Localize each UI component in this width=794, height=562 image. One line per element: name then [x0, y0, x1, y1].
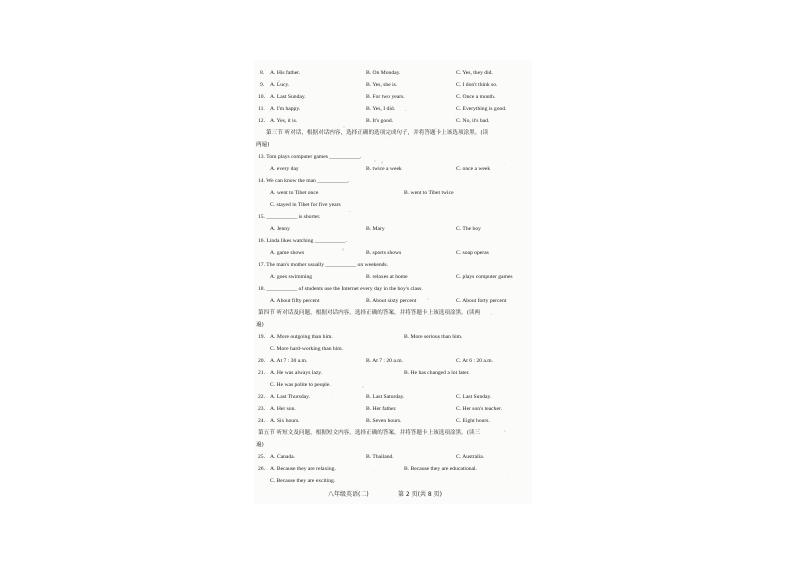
option-b: B. twice a week	[366, 166, 402, 172]
option-a: A. Last Thursday.	[270, 394, 310, 400]
question-number: 8.	[260, 70, 265, 76]
option-a: A. More outgoing than him.	[270, 334, 333, 340]
question-number: 20.	[258, 358, 265, 364]
option-b: B. Thailand.	[366, 454, 394, 460]
option-b: B. More serious than him.	[404, 334, 463, 340]
option-c: C. Yes, they did.	[456, 70, 493, 76]
scanned-exam-page	[254, 60, 532, 504]
option-b: B. On Monday.	[366, 70, 401, 76]
option-b: B. Last Saturday.	[366, 394, 405, 400]
option-c: C. Because they are exciting.	[270, 478, 336, 484]
question-12	[254, 116, 532, 126]
question-14-option-c	[254, 200, 532, 210]
scan-speckle	[374, 278, 375, 279]
option-a: A. game shows	[270, 250, 305, 256]
option-a: A. Jenny	[270, 226, 290, 232]
option-a: A. He was always lazy.	[270, 370, 323, 376]
question-stem: 13. Tom plays computer games ___________.	[258, 154, 362, 160]
option-a: A. every day	[270, 166, 299, 172]
option-b: B. relaxes at home	[366, 274, 408, 280]
question-number: 19.	[258, 334, 265, 340]
option-b: B. It's good.	[366, 118, 394, 124]
option-c: C. once a week	[456, 166, 491, 172]
scan-speckle	[508, 477, 509, 478]
question-19-c	[254, 344, 532, 354]
option-b: B. About sixty percent	[366, 298, 417, 304]
option-a: A. At 7 : 30 a.m.	[270, 358, 308, 364]
option-b: B. Yes, I did.	[366, 106, 396, 112]
question-13-options	[254, 164, 532, 174]
footer-page-number: 第 2 页(共 8 页)	[398, 491, 442, 498]
question-14-stem	[254, 176, 532, 186]
scan-speckle	[278, 80, 280, 82]
option-a: A. Lucy.	[270, 82, 290, 88]
question-18-options	[254, 296, 532, 306]
question-17-options	[254, 272, 532, 282]
question-24	[254, 416, 532, 426]
option-b: B. Because they are educational.	[404, 466, 477, 472]
question-21-c	[254, 380, 532, 390]
question-19-ab	[254, 332, 532, 342]
question-number: 10.	[258, 94, 265, 100]
option-c: C. Her son's teacher.	[456, 406, 502, 412]
footer-subject: 八年级英语(二)	[328, 491, 369, 498]
option-c: C. No, it's bad.	[456, 118, 490, 124]
question-number: 26.	[258, 466, 265, 472]
question-10	[254, 92, 532, 102]
question-26-c	[254, 476, 532, 486]
section-5-heading-cont: 遍)	[256, 442, 264, 448]
option-b: B. At 7 : 20 a.m.	[366, 358, 403, 364]
question-25	[254, 452, 532, 462]
question-number: 22.	[258, 394, 265, 400]
question-20	[254, 356, 532, 366]
scan-speckle	[381, 161, 383, 163]
scan-speckle	[291, 156, 293, 158]
option-c: C. Once a month.	[456, 94, 496, 100]
option-a: A. Her son.	[270, 406, 296, 412]
scan-speckle	[373, 174, 375, 176]
scan-speckle	[330, 133, 332, 135]
option-c: C. Last Sunday.	[456, 394, 492, 400]
question-18-stem	[254, 284, 532, 294]
option-c: C. The boy	[456, 226, 481, 232]
section-3-heading-cont: 两遍)	[256, 142, 270, 148]
question-15-stem	[254, 212, 532, 222]
question-22	[254, 392, 532, 402]
section-3-heading: 第三节 听对话，根据对话内容，选择正确的选项完成句子，并将答题卡上该选项涂黑。(读	[266, 130, 489, 136]
option-a: A. I'm happy.	[270, 106, 301, 112]
option-c: C. I don't think so.	[456, 82, 498, 88]
option-b: B. Her father.	[366, 406, 397, 412]
section-4-heading-cont: 遍)	[256, 322, 264, 328]
option-c: C. He was polite to people.	[270, 382, 331, 388]
option-c: C. plays computer games	[456, 274, 513, 280]
question-number: 11.	[258, 106, 265, 112]
option-a: A. About fifty percent	[270, 298, 320, 304]
question-stem: 18. ___________ of students use the Internet every day in the boy's class.	[258, 286, 423, 292]
scan-speckle	[343, 126, 345, 128]
option-b: B. For two years.	[366, 94, 405, 100]
question-23	[254, 404, 532, 414]
question-15-options	[254, 224, 532, 234]
question-number: 9.	[260, 82, 265, 88]
question-stem: 14. We can know the man ___________.	[258, 178, 350, 184]
option-a: A. Canada.	[270, 454, 296, 460]
question-number: 24.	[258, 418, 265, 424]
question-13-stem	[254, 152, 532, 162]
option-a: A. went to Tibet once	[270, 190, 319, 196]
question-number: 21.	[258, 370, 265, 376]
option-c: C. soap operas	[456, 250, 489, 256]
question-16-stem	[254, 236, 532, 246]
question-9	[254, 80, 532, 90]
question-14-options-ab	[254, 188, 532, 198]
option-a: A. His father.	[270, 70, 301, 76]
option-a: A. Six hours.	[270, 418, 300, 424]
scan-speckle	[372, 421, 374, 423]
question-stem: 17. The man's mother usually ___________ on weekends.	[258, 262, 389, 268]
question-number: 12.	[258, 118, 265, 124]
option-a: A. Yes, it is.	[270, 118, 298, 124]
scan-speckle	[342, 248, 344, 250]
question-26-ab	[254, 464, 532, 474]
scan-speckle	[455, 117, 456, 118]
option-b: B. Mary	[366, 226, 385, 232]
option-a: A. Because they are relaxing.	[270, 466, 336, 472]
section-4-heading: 第四节 听对话及问题，根据对话内容，选择正确的答案，并将答题卡上该选项涂黑。(读两	[258, 310, 481, 316]
option-a: A. goes swimming	[270, 274, 313, 280]
question-number: 25.	[258, 454, 265, 460]
option-c: C. stayed in Tibet for five years	[270, 202, 341, 208]
question-21-ab	[254, 368, 532, 378]
option-b: B. went to Tibet twice	[404, 190, 454, 196]
question-16-options	[254, 248, 532, 258]
question-number: 23.	[258, 406, 265, 412]
option-c: C. Australia.	[456, 454, 485, 460]
question-17-stem	[254, 260, 532, 270]
option-c: C. More hard-working than him.	[270, 346, 344, 352]
section-5-heading: 第五节 听短文及问题，根据短文内容，选择正确的答案，并将答题卡上该选项涂黑。(读三	[258, 430, 481, 436]
option-b: B. He has changed a lot later.	[404, 370, 470, 376]
question-8	[254, 68, 532, 78]
option-c: C. Eight hours.	[456, 418, 490, 424]
option-c: C. About forty percent	[456, 298, 507, 304]
option-c: C. Everything is good.	[456, 106, 507, 112]
question-stem: 16. Linda likes watching ___________.	[258, 238, 347, 244]
option-c: C. At 6 : 20 a.m.	[456, 358, 493, 364]
option-b: B. Yes, she is.	[366, 82, 398, 88]
question-11	[254, 104, 532, 114]
question-stem: 15. ___________ is shorter.	[258, 214, 321, 220]
option-b: B. sports shows	[366, 250, 402, 256]
option-a: A. Last Sunday.	[270, 94, 306, 100]
option-b: B. Seven hours.	[366, 418, 402, 424]
